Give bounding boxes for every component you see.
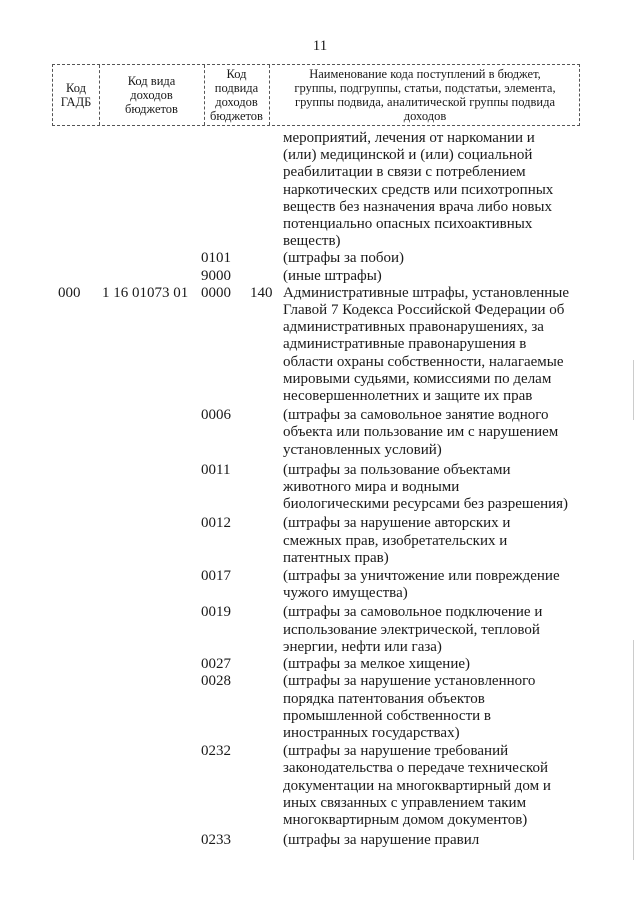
header-line: бюджетов — [210, 109, 263, 123]
header-line: доходов — [130, 88, 173, 102]
table-row — [0, 743, 640, 829]
description-line: многоквартирным домом документов) — [283, 811, 528, 828]
table-row — [0, 515, 640, 567]
header-line: доходов — [403, 109, 447, 123]
description-line: порядка патентования объектов — [283, 690, 485, 707]
row-description — [283, 604, 583, 656]
description-line: (штрафы за нарушение установленного — [283, 673, 536, 690]
description-line: животного мира и водными — [283, 479, 460, 496]
table-row — [0, 268, 640, 285]
description-line: веществ) — [283, 233, 341, 250]
description-line: (штрафы за нарушение авторских и — [283, 515, 511, 532]
table-row — [0, 656, 640, 673]
header-line: ГАДБ — [60, 95, 92, 109]
description-line: смежных прав, изобретательских и — [283, 532, 508, 549]
income-subtype-code: 0019 — [201, 604, 231, 621]
table-body — [0, 130, 640, 849]
description-line: использование электрической, тепловой — [283, 621, 540, 638]
table-row — [0, 568, 640, 602]
table-row — [0, 832, 640, 849]
description-line: мировыми судьями, комиссиями по делам — [283, 370, 552, 387]
table-row — [0, 130, 640, 250]
row-description — [283, 130, 583, 250]
table-header — [52, 64, 580, 126]
scan-edge-mark — [633, 640, 634, 860]
description-line: документации на многоквартирный дом и — [283, 777, 551, 794]
table-row — [0, 407, 640, 459]
description-line: (штрафы за мелкое хищение) — [283, 656, 471, 673]
description-line: веществ без назначения врача либо новых — [283, 198, 553, 215]
header-income-subtype-code — [204, 65, 269, 125]
table-row — [0, 285, 640, 405]
row-description — [283, 656, 583, 673]
description-line: области охраны собственности, налагаемые — [283, 353, 564, 370]
header-gadb — [53, 65, 99, 125]
row-description — [283, 250, 583, 267]
row-description — [283, 832, 583, 849]
row-description — [283, 568, 583, 602]
gadb-code: 000 — [58, 284, 81, 301]
analytic-group-code: 140 — [250, 284, 273, 301]
description-line: (штрафы за самовольное занятие водного — [283, 407, 549, 424]
description-line: Административные штрафы, установленные — [283, 284, 570, 301]
description-line: установленных условий) — [283, 441, 442, 458]
description-line: промышленной собственности в — [283, 707, 491, 724]
description-line: (штрафы за самовольное подключение и — [283, 604, 543, 621]
description-line: (штрафы за нарушение правил — [283, 832, 480, 849]
header-income-type-code — [99, 65, 204, 125]
description-line: реабилитации в связи с потреблением — [283, 164, 526, 181]
description-line: (штрафы за пользование объектами — [283, 461, 511, 478]
table-row — [0, 673, 640, 742]
header-line: группы подвида, аналитической группы подвида — [294, 95, 555, 109]
scan-edge-mark — [633, 360, 634, 420]
income-subtype-code: 0006 — [201, 407, 231, 424]
description-line: законодательства о передаче технической — [283, 760, 549, 777]
header-line: Наименование кода поступлений в бюджет, — [309, 67, 541, 81]
income-subtype-code: 0012 — [201, 515, 231, 532]
income-subtype-code: 0000 — [201, 284, 231, 301]
description-line: объекта или пользование им с нарушением — [283, 424, 559, 441]
header-line: Код — [66, 81, 86, 95]
income-subtype-code: 9000 — [201, 267, 231, 284]
description-line: (штрафы за нарушение требований — [283, 743, 509, 760]
header-name — [269, 65, 581, 125]
description-line: биологическими ресурсами без разрешения) — [283, 496, 569, 513]
row-description — [283, 285, 583, 405]
header-line: группы, подгруппы, статьи, подстатьи, элемента, — [294, 81, 556, 95]
income-subtype-code: 0233 — [201, 832, 231, 849]
description-line: иных связанных с управлением таким — [283, 794, 527, 811]
table-row — [0, 462, 640, 514]
income-subtype-code: 0017 — [201, 568, 231, 585]
description-line: потенциально опасных психоактивных — [283, 216, 533, 233]
table-row — [0, 250, 640, 267]
description-line: иностранных государствах) — [283, 724, 460, 741]
header-line: Код — [226, 67, 247, 81]
row-description — [283, 407, 583, 459]
description-line: энергии, нефти или газа) — [283, 638, 442, 655]
description-line: несовершеннолетних и защите их прав — [283, 388, 533, 405]
description-line: (иные штрафы) — [283, 267, 382, 284]
header-line: Код вида — [127, 74, 176, 88]
table-row — [0, 604, 640, 656]
row-description — [283, 268, 583, 285]
row-description — [283, 462, 583, 514]
row-description — [283, 673, 583, 742]
header-line: подвида — [214, 81, 259, 95]
income-subtype-code: 0028 — [201, 673, 231, 690]
income-subtype-code: 0101 — [201, 250, 231, 267]
header-line: бюджетов — [125, 102, 178, 116]
description-line: (штрафы за уничтожение или повреждение — [283, 568, 560, 585]
description-line: мероприятий, лечения от наркомании и — [283, 130, 535, 146]
description-line: административных правонарушениях, за — [283, 319, 544, 336]
description-line: чужого имущества) — [283, 585, 408, 602]
description-line: Главой 7 Кодекса Российской Федерации об — [283, 302, 565, 319]
page-number: 11 — [312, 38, 328, 54]
description-line: административные правонарушения в — [283, 336, 527, 353]
description-line: патентных прав) — [283, 549, 389, 566]
row-description — [283, 743, 583, 829]
income-subtype-code: 0232 — [201, 743, 231, 760]
description-line: (или) медицинской и (или) социальной — [283, 147, 533, 164]
header-line: доходов — [215, 95, 258, 109]
income-subtype-code: 0011 — [201, 461, 231, 478]
income-subtype-code: 0027 — [201, 656, 231, 673]
row-description — [283, 515, 583, 567]
income-type-code: 1 16 01073 01 — [102, 284, 189, 301]
description-line: (штрафы за побои) — [283, 250, 405, 267]
description-line: наркотических средств или психотропных — [283, 181, 554, 198]
